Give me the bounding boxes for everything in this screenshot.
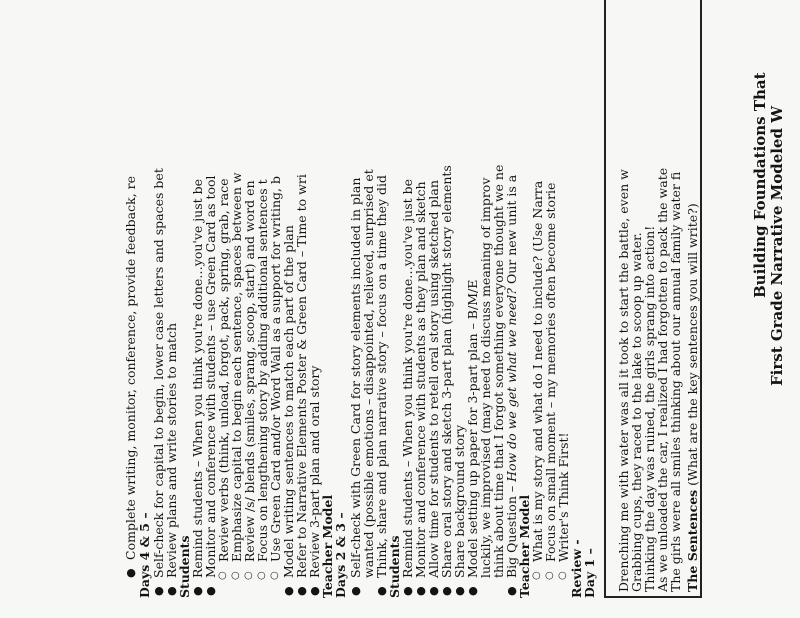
student-item-continuation: Self-check with Green Card for story elements included in plan (348, 177, 363, 578)
big-question-suffix: Our new unit is a (504, 174, 519, 289)
bullet-icon: ● (124, 568, 137, 578)
bullet-icon: ● (204, 586, 217, 596)
bullet-icon: ● (505, 586, 518, 596)
day1-teacher-model-label: Teacher Model (517, 494, 532, 598)
header-title-line1: Building Foundations That (751, 72, 769, 298)
day1-review-label: Review - (569, 539, 584, 598)
days45-item: Complete writing, monitor, conference, provide feedback, re (123, 175, 138, 560)
big-question-prefix: Big Question – (504, 481, 519, 578)
days45-label: Days 4 & 5 – (137, 512, 152, 598)
bullet-icon: ● (453, 586, 466, 596)
days23-teacher-model-label: Teacher Model (320, 494, 335, 598)
day1-students-label: Students (387, 535, 402, 598)
review-item: Writer's Think First! (556, 432, 571, 562)
sentence-line: As we unloaded the car, I realized I had forgotten to pack the wate (655, 167, 670, 592)
sentences-box-left (604, 596, 702, 598)
days23-students-label: Students (177, 535, 192, 598)
sentences-heading-note: (What are the key sentences you will write?) (685, 203, 700, 486)
circle-bullet-icon: ○ (531, 571, 542, 580)
sentences-heading: The Sentences (685, 489, 700, 592)
teacher-item: Remind students – When you think you're done…you've just be (400, 179, 415, 578)
sub-item: Focus on lengthening story by adding additional sentences t (255, 179, 270, 562)
sentences-box-bottom (604, 0, 606, 598)
bullet-icon: ● (440, 586, 453, 596)
teacher-item: Share oral story and sketch 3-part plan (highlight story elements (439, 165, 454, 578)
teacher-item: Allow time for students to retell oral story using sketched plan (426, 180, 441, 578)
sentence-line: The girls were all smiles thinking about our annual family water fi (668, 171, 683, 592)
student-item-continuation: wanted (possible emotions – disappointed, relieved, surprised et (361, 169, 376, 578)
teacher-item: Remind students – When you think you're done…you've just be (190, 179, 205, 578)
bullet-icon: ● (165, 586, 178, 596)
teacher-item: Share background story (452, 424, 467, 578)
circle-bullet-icon: ○ (557, 571, 568, 580)
circle-bullet-icon: ○ (544, 571, 555, 580)
bullet-icon: ● (191, 586, 204, 596)
sub-item: Review /s/ blends (smiles, sprang, scoop, start) and word en (242, 180, 257, 562)
day1-label: Day 1 – (582, 548, 597, 598)
sub-item: Emphasize capital to begin each sentence, spaces between w (229, 172, 244, 562)
student-item: Review plans and write stories to match (164, 323, 179, 578)
circle-bullet-icon: ○ (256, 571, 267, 580)
circle-bullet-icon: ○ (269, 571, 280, 580)
student-item: Self-check for capital to begin, lower case letters and spaces bet (151, 168, 166, 578)
review-item: Focus on small moment – my memories often become storie (543, 182, 558, 562)
sub-item: Use Green Card and/or Word Wall as a support for writing, b (268, 176, 283, 562)
big-question-italic: How do we get what we need? (504, 288, 519, 482)
big-question-continuation: think about time that I forgot something everyone thought we ne (491, 164, 506, 578)
sub-item: Review verbs (think, unload, forgot, pack, spring, grab, race (216, 178, 231, 562)
bullet-icon: ● (295, 586, 308, 596)
circle-bullet-icon: ○ (243, 571, 254, 580)
bullet-icon: ● (375, 586, 388, 596)
big-question-continuation: luckily, we improvised (may need to discuss meaning of improv (478, 177, 493, 578)
sentences-box-top (700, 0, 702, 598)
big-question-line (505, 175, 519, 578)
teacher-item: Model setting up paper for 3-part plan – B/M/E (465, 279, 480, 578)
circle-bullet-icon: ○ (230, 571, 241, 580)
student-item: Think, share and plan narrative story – focus on a time they did (374, 174, 389, 578)
teacher-item: Refer to Narrative Elements Poster & Green Card – Time to wri (294, 174, 309, 578)
review-item: What is my story and what do I need to include? (Use Narra (530, 180, 545, 562)
bullet-icon: ● (466, 586, 479, 596)
bullet-icon: ● (152, 586, 165, 596)
bullet-icon: ● (427, 586, 440, 596)
bullet-icon: ● (401, 586, 414, 596)
bullet-icon: ● (282, 586, 295, 596)
sentences-heading-row (686, 203, 700, 592)
header-title-line2: First Grade Narrative Modeled W (768, 105, 786, 386)
bullet-icon: ● (414, 586, 427, 596)
teacher-item: Review 3-part plan and oral story (307, 365, 322, 578)
teacher-item: Model writing sentences to match each part of the plan (281, 225, 296, 578)
days23-label: Days 2 & 3 – (333, 512, 348, 598)
teacher-item: Monitor and conference with students as they plan and sketch (413, 181, 428, 578)
bullet-icon: ● (349, 586, 362, 596)
sentence-line: Drenching me with water was all it took to start the battle, even w (616, 169, 631, 592)
teacher-item: Monitor and conference with students – use Green Card as tool (203, 175, 218, 578)
sentence-line: Thinking the day was ruined, the girls sprang into action! (642, 225, 657, 592)
bullet-icon: ● (308, 586, 321, 596)
circle-bullet-icon: ○ (217, 571, 228, 580)
sentence-line: Grabbing cups, they raced to the lake to scoop up water. (629, 232, 644, 592)
